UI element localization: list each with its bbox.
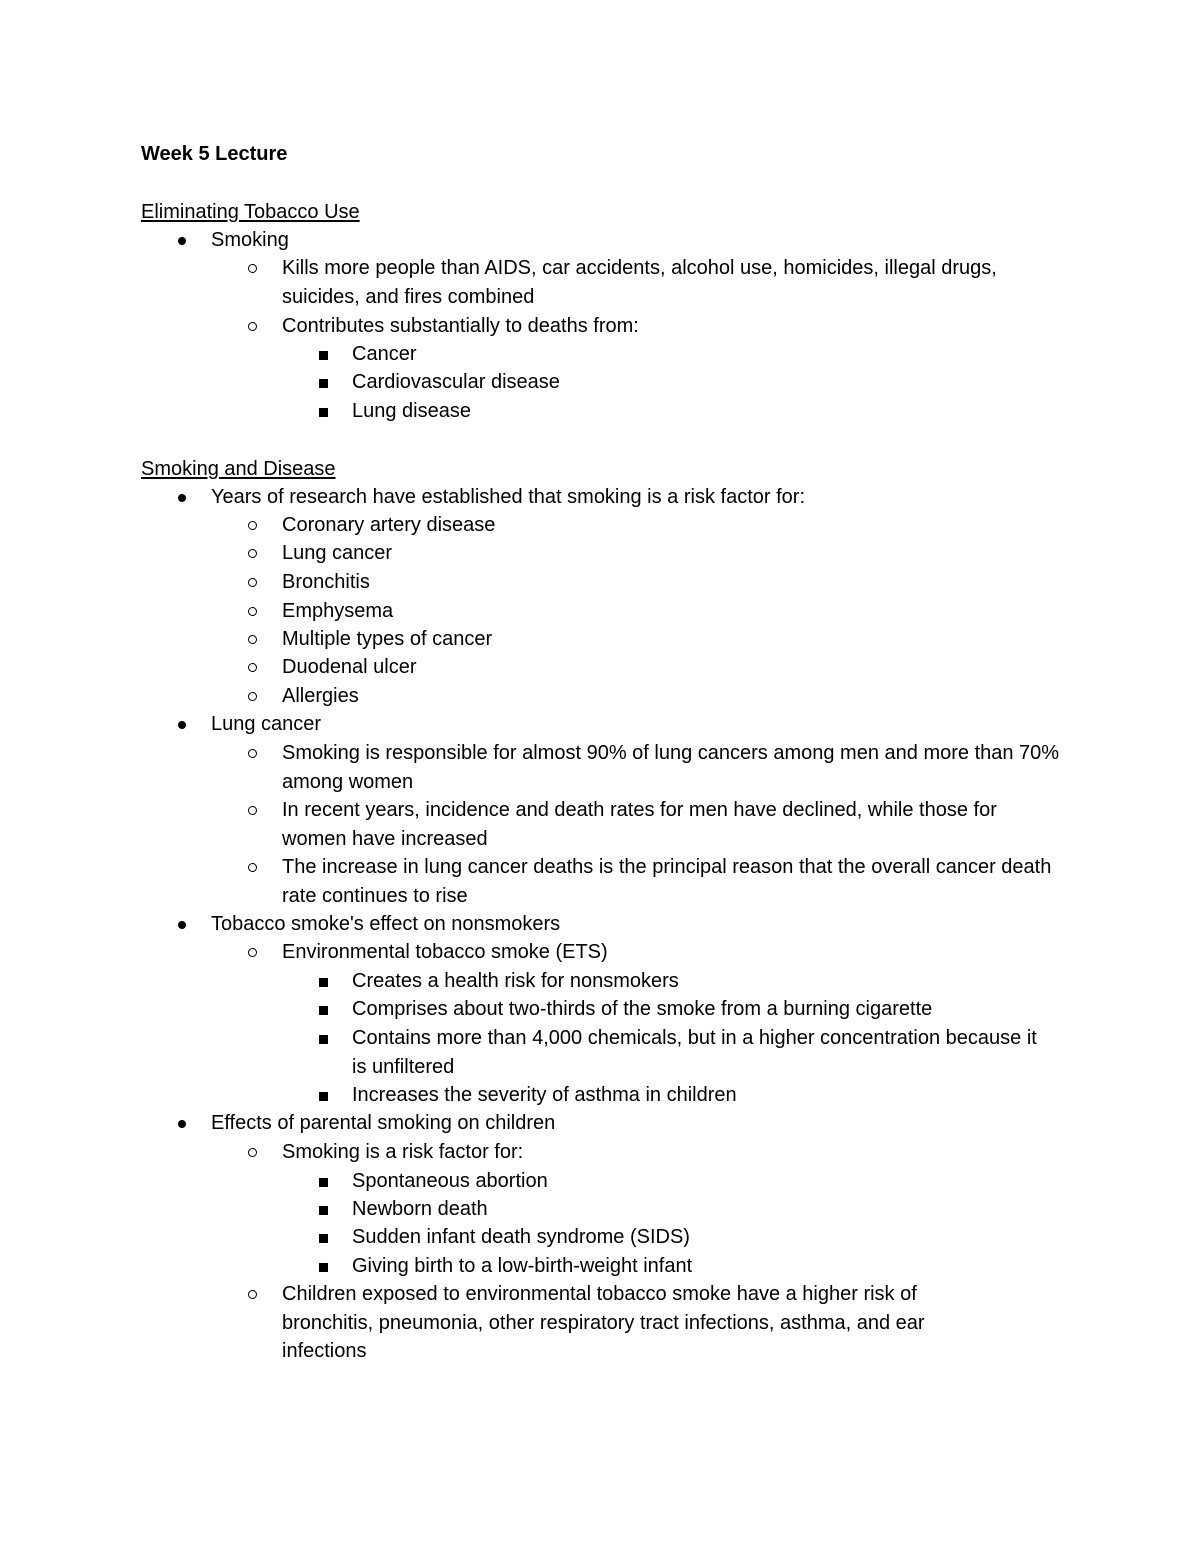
list-item-text: In recent years, incidence and death rates for men have declined, while those for women have increased (282, 799, 997, 850)
circle-bullet-icon (248, 948, 257, 957)
list-item (282, 739, 1062, 796)
list-item (352, 1081, 1052, 1110)
list-item-text: Effects of parental smoking on children (211, 1112, 556, 1134)
list-item-text: Emphysema (282, 600, 394, 622)
square-bullet-icon (319, 408, 328, 417)
list-item (282, 938, 1062, 967)
list-item-text: Contributes substantially to deaths from: (282, 315, 639, 337)
list-item (282, 853, 1062, 910)
square-bullet-icon (319, 1178, 328, 1187)
circle-bullet-icon (248, 521, 257, 530)
list-item-text: Contains more than 4,000 chemicals, but in a higher concentration because it is unfiltered (352, 1027, 1037, 1078)
list-item-text: Comprises about two-thirds of the smoke from a burning cigarette (352, 998, 933, 1020)
list-item-text: Lung cancer (211, 713, 322, 735)
section-heading-smoking-and-disease: Smoking and Disease (141, 458, 336, 480)
square-bullet-icon (319, 1006, 328, 1015)
list-item (352, 967, 1052, 996)
list-item-text: Lung cancer (282, 542, 393, 564)
list-item (352, 1252, 1052, 1281)
list-item-text: Years of research have established that smoking is a risk factor for: (211, 486, 805, 508)
square-bullet-icon (319, 1206, 328, 1215)
square-bullet-icon (319, 1035, 328, 1044)
list-item (282, 653, 1062, 682)
list-item-text: Sudden infant death syndrome (SIDS) (352, 1226, 690, 1248)
list-item (282, 1138, 1062, 1167)
list-item-text: Increases the severity of asthma in children (352, 1084, 737, 1106)
circle-bullet-icon (248, 863, 257, 872)
square-bullet-icon (319, 978, 328, 987)
circle-bullet-icon (248, 607, 257, 616)
list-item-text: Smoking (211, 229, 289, 251)
list-item (211, 910, 991, 939)
circle-bullet-icon (248, 264, 257, 273)
list-item-text: Multiple types of cancer (282, 628, 493, 650)
circle-bullet-icon (248, 692, 257, 701)
list-item-text: The increase in lung cancer deaths is the principal reason that the overall cancer death rate continues to rise (282, 856, 1052, 907)
list-item-text: Creates a health risk for nonsmokers (352, 970, 679, 992)
document-title: Week 5 Lecture (141, 143, 288, 165)
circle-bullet-icon (248, 749, 257, 758)
square-bullet-icon (319, 1234, 328, 1243)
list-item (211, 1109, 991, 1138)
list-item (211, 226, 991, 255)
list-item-text: Allergies (282, 685, 359, 707)
circle-bullet-icon (248, 322, 257, 331)
list-item-text: Duodenal ulcer (282, 656, 417, 678)
list-item (282, 1280, 1002, 1366)
circle-bullet-icon (248, 549, 257, 558)
disc-bullet-icon (178, 237, 186, 245)
list-item (211, 483, 991, 512)
list-item (352, 1167, 1052, 1196)
list-item (282, 568, 1062, 597)
list-item-text: Cancer (352, 343, 417, 365)
list-item-text: Spontaneous abortion (352, 1170, 548, 1192)
list-item-text: Smoking is responsible for almost 90% of lung cancers among men and more than 70% among women (282, 742, 1060, 793)
square-bullet-icon (319, 1092, 328, 1101)
list-item-text: Smoking is a risk factor for: (282, 1141, 524, 1163)
list-item (352, 340, 1052, 369)
list-item (282, 625, 1062, 654)
list-item-text: Environmental tobacco smoke (ETS) (282, 941, 608, 963)
list-item (282, 312, 1062, 341)
square-bullet-icon (319, 379, 328, 388)
circle-bullet-icon (248, 635, 257, 644)
list-item-text: Kills more people than AIDS, car accidents, alcohol use, homicides, illegal drugs, suicides, and fires combined (282, 257, 997, 308)
circle-bullet-icon (248, 578, 257, 587)
list-item (282, 597, 1062, 626)
circle-bullet-icon (248, 1290, 257, 1299)
section-heading-eliminating-tobacco-use: Eliminating Tobacco Use (141, 201, 360, 223)
disc-bullet-icon (178, 721, 186, 729)
disc-bullet-icon (178, 921, 186, 929)
circle-bullet-icon (248, 663, 257, 672)
list-item (211, 710, 991, 739)
list-item-text: Giving birth to a low-birth-weight infant (352, 1255, 693, 1277)
list-item-text: Lung disease (352, 400, 471, 422)
list-item-text: Children exposed to environmental tobacco smoke have a higher risk of bronchitis, pneumonia, other respiratory tract infections, asthma, and ear infections (282, 1283, 925, 1362)
list-item (282, 796, 1062, 853)
list-item-text: Coronary artery disease (282, 514, 496, 536)
list-item (352, 1223, 1052, 1252)
list-item (352, 397, 1052, 426)
circle-bullet-icon (248, 806, 257, 815)
square-bullet-icon (319, 1263, 328, 1272)
list-item-text: Tobacco smoke's effect on nonsmokers (211, 913, 561, 935)
disc-bullet-icon (178, 1120, 186, 1128)
circle-bullet-icon (248, 1148, 257, 1157)
list-item (352, 368, 1052, 397)
list-item (352, 995, 1052, 1024)
list-item-text: Bronchitis (282, 571, 370, 593)
list-item-text: Newborn death (352, 1198, 488, 1220)
list-item (282, 511, 1062, 540)
disc-bullet-icon (178, 494, 186, 502)
list-item (282, 539, 1062, 568)
list-item (352, 1024, 1052, 1081)
list-item-text: Cardiovascular disease (352, 371, 560, 393)
list-item (352, 1195, 1052, 1224)
list-item (282, 682, 1062, 711)
list-item (282, 254, 1062, 311)
square-bullet-icon (319, 351, 328, 360)
